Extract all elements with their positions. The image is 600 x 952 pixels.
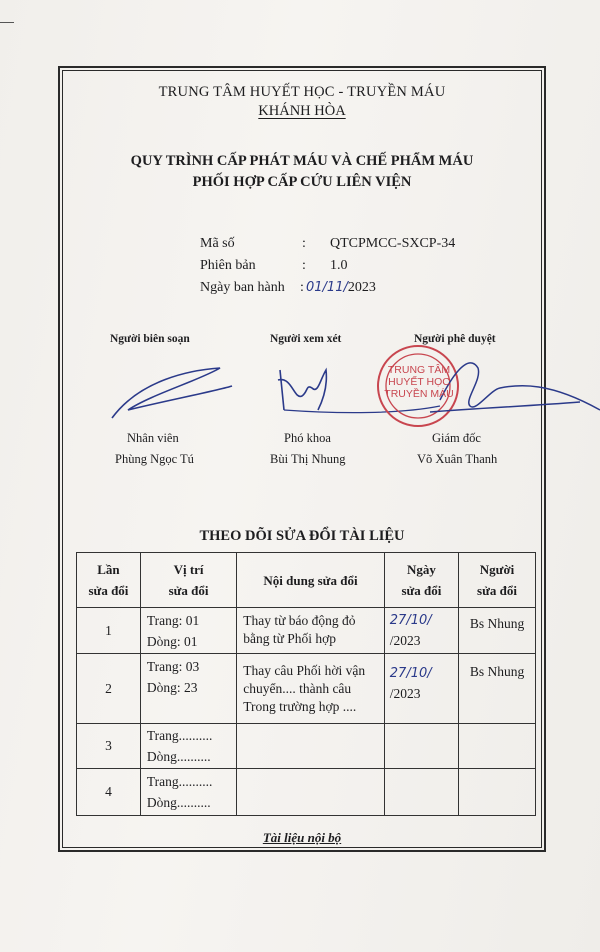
signatures-artwork [80, 340, 600, 440]
approver-role: Giám đốc [432, 431, 481, 445]
cell-position: Trang: 03 Dòng: 23 [140, 654, 236, 724]
cell-date [384, 769, 458, 816]
signer-heading-reviewer: Người xem xét [270, 333, 342, 345]
meta-code-value: QTCPMCC-SXCP-34 [330, 236, 456, 251]
printed-year: 2023 [347, 280, 376, 295]
cell-person: Bs Nhung [459, 608, 536, 654]
cell-content [237, 724, 385, 769]
cell-person [459, 769, 536, 816]
col-header-person: Người sửa đổi [459, 553, 536, 608]
revision-section-title: THEO DÕI SỬA ĐỔI TÀI LIỆU [199, 528, 405, 544]
cell-person [459, 724, 536, 769]
cell-date [384, 724, 458, 769]
signature-reviewer-tail [284, 406, 440, 413]
meta-code-label: Mã số [200, 236, 235, 251]
meta-separator: : [300, 280, 304, 295]
approver-name: Võ Xuân Thanh [417, 452, 498, 466]
org-name-line1: TRUNG TÂM HUYẾT HỌC - TRUYỀN MÁU [158, 84, 446, 100]
table-row [77, 654, 536, 724]
stamp-line3: TRUYỀN MÁU [384, 388, 454, 400]
cell-no: 1 [77, 608, 141, 654]
reviewer-role: Phó khoa [284, 431, 331, 445]
stamp-line1: TRUNG TÂM [387, 364, 451, 376]
cell-person: Bs Nhung [459, 654, 536, 724]
meta-version-value: 1.0 [330, 258, 348, 273]
col-header-date: Ngày sửa đổi [384, 553, 458, 608]
cell-position: Trang.......... Dòng.......... [140, 769, 236, 816]
reviewer-name: Bùi Thị Nhung [270, 452, 346, 466]
scan-mark [0, 22, 14, 23]
col-header-content: Nội dung sửa đổi [237, 553, 385, 608]
doc-title-line2: PHỐI HỢP CẤP CỨU LIÊN VIỆN [192, 174, 412, 190]
table-header-row [77, 553, 536, 608]
signer-heading-author: Người biên soạn [110, 333, 190, 345]
org-name-line2: KHÁNH HÒA [258, 103, 346, 119]
doc-title-line1: QUY TRÌNH CẤP PHÁT MÁU VÀ CHẾ PHẨM MÁU [130, 153, 474, 169]
signer-heading-approver: Người phê duyệt [414, 333, 496, 345]
cell-no: 3 [77, 724, 141, 769]
cell-content: Thay câu Phối hời vận chuyển.... thành câu Trong trường hợp .... [237, 654, 385, 724]
col-header-revision-no: Lần sửa đổi [77, 553, 141, 608]
cell-content: Thay từ báo động đỏ bằng từ Phối hợp [237, 608, 385, 654]
meta-date [200, 280, 500, 298]
author-name: Phùng Ngọc Tú [115, 452, 194, 466]
meta-version-label: Phiên bản [200, 258, 256, 273]
cell-position: Trang: 01 Dòng: 01 [140, 608, 236, 654]
meta-date-value [306, 280, 376, 296]
meta-separator: : [302, 236, 306, 251]
meta-version [200, 258, 500, 276]
cell-date: 27/10/ /2023 [384, 608, 458, 654]
cell-content [237, 769, 385, 816]
revision-table [76, 552, 536, 816]
cell-date: 27/10/ /2023 [384, 654, 458, 724]
cell-no: 2 [77, 654, 141, 724]
table-row [77, 769, 536, 816]
meta-date-label: Ngày ban hành [200, 280, 285, 295]
stamp-text [378, 364, 460, 400]
table-row [77, 724, 536, 769]
author-role: Nhân viên [127, 431, 179, 445]
cell-no: 4 [77, 769, 141, 816]
table-row [77, 608, 536, 654]
meta-code [200, 236, 500, 254]
col-header-position: Vị trí sửa đổi [140, 553, 236, 608]
signature-author [112, 368, 232, 418]
cell-position: Trang.......... Dòng.......... [140, 724, 236, 769]
meta-separator: : [302, 258, 306, 273]
signature-reviewer [278, 370, 326, 410]
footer-internal-doc: Tài liệu nội bộ [262, 830, 342, 845]
stamp-line2: HUYẾT HỌC [388, 376, 450, 388]
handwritten-date: 01/11/ [306, 280, 348, 295]
